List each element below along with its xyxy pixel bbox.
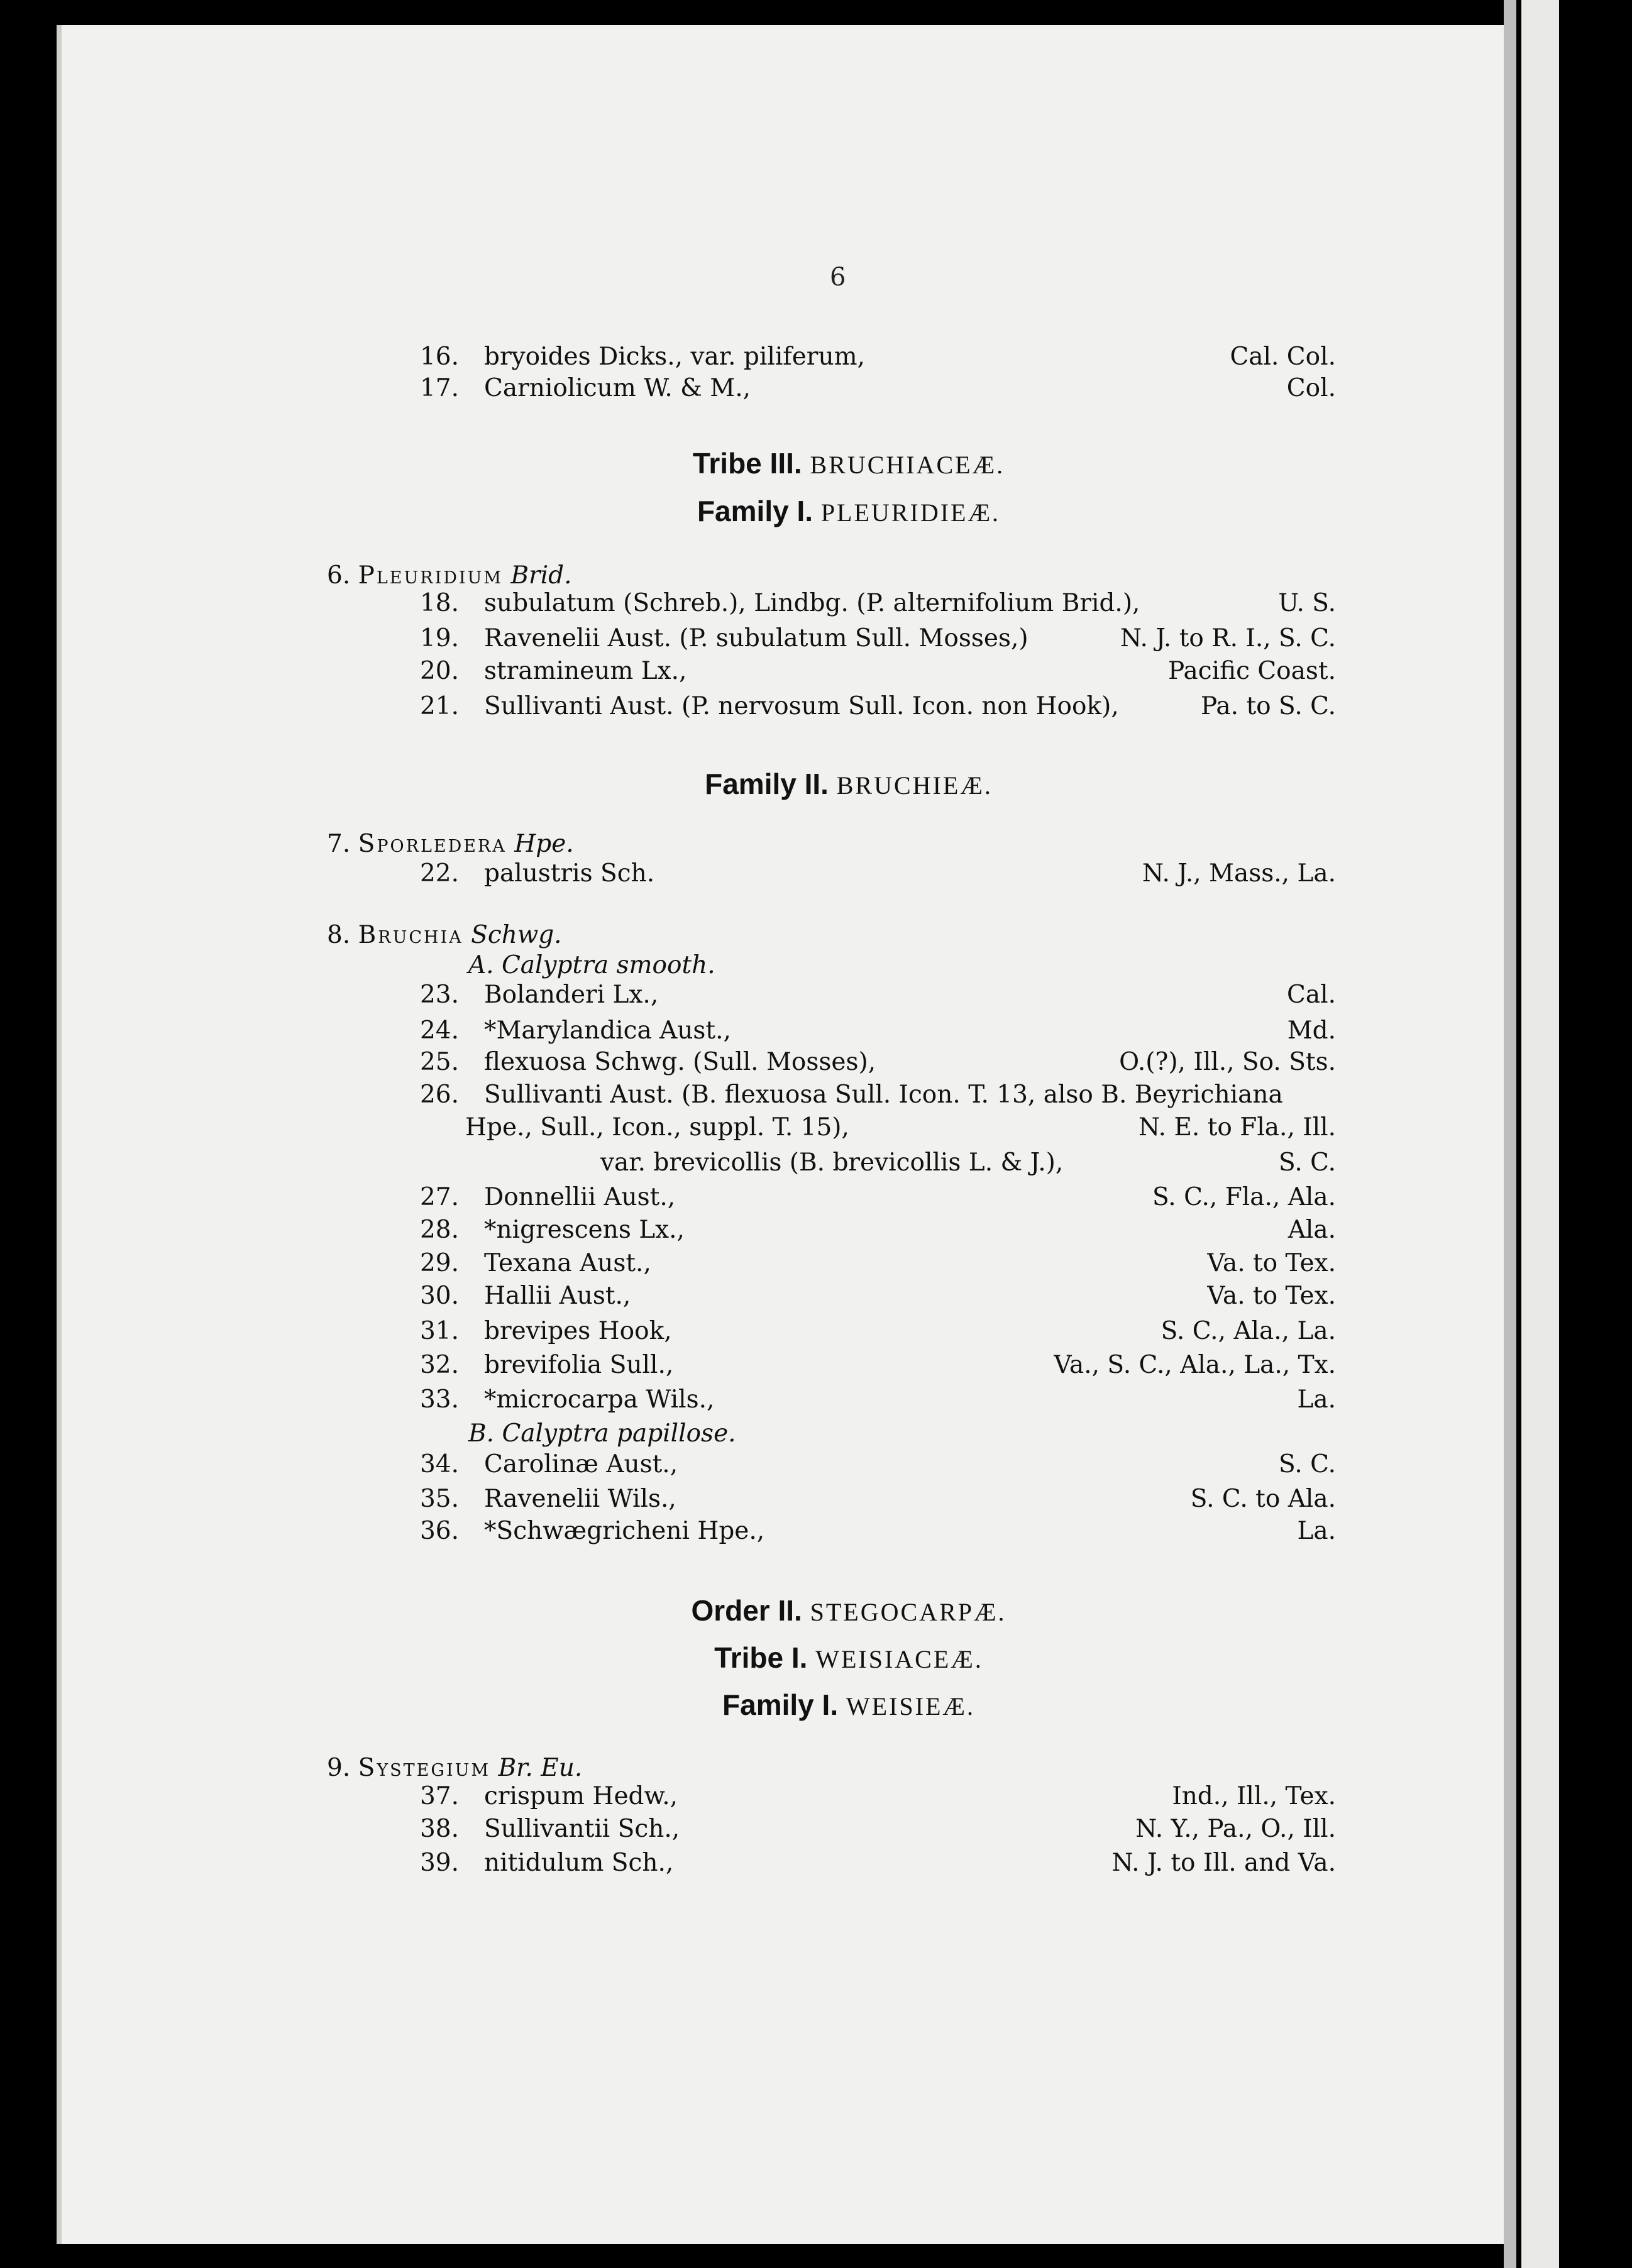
entry-range: Col. <box>1286 374 1336 402</box>
entry-number: 31. <box>419 1317 459 1345</box>
entry-number: 29. <box>419 1249 459 1277</box>
entry-text: *microcarpa Wils., <box>484 1385 715 1414</box>
entry-range: Va. to Tex. <box>1207 1249 1336 1277</box>
entry-number: 20. <box>419 657 459 685</box>
entry-range: Cal. Col. <box>1230 343 1336 371</box>
genus-number: 8. <box>327 921 351 949</box>
entry-number: 36. <box>419 1517 459 1545</box>
entry-text: Hpe., Sull., Icon., suppl. T. 15), <box>465 1113 849 1142</box>
heading-label: Tribe III. <box>692 447 802 480</box>
entry-text: *nigrescens Lx., <box>484 1216 685 1244</box>
section-heading <box>566 1688 1132 1722</box>
entry-text: Carniolicum W. & M., <box>484 374 751 402</box>
entry-text: Bolanderi Lx., <box>484 981 659 1009</box>
entry-text: Sullivanti Aust. (P. nervosum Sull. Icon. non Hook), <box>484 692 1119 720</box>
entry-number: 18. <box>419 589 459 617</box>
entry-text: flexuosa Schwg. (Sull. Mosses), <box>484 1048 876 1076</box>
entry-range: Ala. <box>1287 1216 1336 1244</box>
entry-number: 30. <box>419 1282 459 1310</box>
heading-name: STEGOCARPÆ. <box>810 1598 1006 1626</box>
heading-name: PLEURIDIEÆ. <box>820 498 1001 527</box>
genus-entry <box>327 1754 582 1782</box>
entry-number: 19. <box>419 624 459 652</box>
heading-name: WEISIACEÆ. <box>815 1645 983 1673</box>
heading-label: Family I. <box>722 1688 839 1721</box>
entry-range: Va. to Tex. <box>1207 1282 1336 1310</box>
entry-number: 16. <box>419 343 459 371</box>
entry-range: N. Y., Pa., O., Ill. <box>1135 1815 1336 1843</box>
entry-number: 35. <box>419 1485 459 1513</box>
page-number: 6 <box>830 263 846 292</box>
entry-range: N. J. to R. I., S. C. <box>1120 624 1336 652</box>
entry-number: 33. <box>419 1385 459 1414</box>
entry-number: 32. <box>419 1351 459 1379</box>
entry-number: 21. <box>419 692 459 720</box>
entry-number: 27. <box>419 1183 459 1211</box>
heading-name: WEISIEÆ. <box>846 1692 975 1720</box>
entry-number: 26. <box>419 1081 459 1109</box>
heading-label: Tribe I. <box>714 1641 808 1674</box>
entry-range: S. C., Fla., Ala. <box>1152 1183 1336 1211</box>
entry-text: subulatum (Schreb.), Lindbg. (P. alternifolium Brid.), <box>484 589 1140 617</box>
entry-text: palustris Sch. <box>484 859 655 888</box>
entry-range: N. J. to Ill. and Va. <box>1111 1849 1336 1877</box>
entry-number: 25. <box>419 1048 459 1076</box>
entry-number: 22. <box>419 859 459 888</box>
entry-number: 38. <box>419 1815 459 1843</box>
entry-text: stramineum Lx., <box>484 657 687 685</box>
entry-text: Donnellii Aust., <box>484 1183 676 1211</box>
entry-number: 24. <box>419 1016 459 1045</box>
entry-text: Hallii Aust., <box>484 1282 631 1310</box>
entry-text: Ravenelii Wils., <box>484 1485 676 1513</box>
genus-entry <box>327 921 562 949</box>
genus-entry <box>327 561 572 590</box>
page-edge <box>1504 0 1516 2268</box>
entry-text: bryoides Dicks., var. piliferum, <box>484 343 865 371</box>
genus-number: 9. <box>327 1754 351 1782</box>
entry-number: 17. <box>419 374 459 402</box>
genus-author: Hpe. <box>514 830 574 858</box>
group-subtitle: B. Calyptra papillose. <box>468 1419 736 1448</box>
entry-number: 39. <box>419 1849 459 1877</box>
entry-range: La. <box>1297 1517 1336 1545</box>
entry-number: 28. <box>419 1216 459 1244</box>
entry-range: U. S. <box>1278 589 1336 617</box>
entry-text: Ravenelii Aust. (P. subulatum Sull. Mosses,) <box>484 624 1028 652</box>
section-heading <box>566 446 1132 480</box>
entry-text: *Schwægricheni Hpe., <box>484 1517 765 1545</box>
group-subtitle: A. Calyptra smooth. <box>468 951 715 979</box>
entry-text: brevifolia Sull., <box>484 1351 674 1379</box>
genus-number: 7. <box>327 830 351 858</box>
entry-text: crispum Hedw., <box>484 1782 678 1810</box>
entry-text: Sullivanti Aust. (B. flexuosa Sull. Icon. T. 13, also B. Beyrichiana <box>484 1081 1283 1109</box>
genus-entry <box>327 830 574 858</box>
entry-range: Pa. to S. C. <box>1200 692 1336 720</box>
genus-name: Sporledera <box>358 830 507 858</box>
entry-text: Sullivantii Sch., <box>484 1815 680 1843</box>
genus-name: Systegium <box>358 1754 491 1782</box>
entry-number: 23. <box>419 981 459 1009</box>
entry-number: 37. <box>419 1782 459 1810</box>
entry-text: var. brevicollis (B. brevicollis L. & J.), <box>600 1148 1064 1177</box>
entry-range: N. E. to Fla., Ill. <box>1139 1113 1336 1142</box>
section-heading <box>566 1594 1132 1627</box>
entry-range: S. C. to Ala. <box>1190 1485 1336 1513</box>
entry-range: Ind., Ill., Tex. <box>1172 1782 1336 1810</box>
genus-number: 6. <box>327 561 351 590</box>
entry-range: Cal. <box>1287 981 1336 1009</box>
section-heading <box>566 1641 1132 1675</box>
genus-name: Bruchia <box>358 921 463 949</box>
entry-range: Md. <box>1287 1016 1336 1045</box>
entry-range: S. C. <box>1279 1148 1336 1177</box>
entry-range: S. C. <box>1279 1450 1336 1478</box>
heading-name: BRUCHIEÆ. <box>836 771 993 800</box>
entry-range: La. <box>1297 1385 1336 1414</box>
entry-number: 34. <box>419 1450 459 1478</box>
heading-label: Family II. <box>705 768 829 800</box>
entry-range: O.(?), Ill., So. Sts. <box>1119 1048 1336 1076</box>
heading-name: BRUCHIACEÆ. <box>810 451 1005 479</box>
genus-name: Pleuridium <box>358 561 503 590</box>
entry-range: N. J., Mass., La. <box>1142 859 1336 888</box>
entry-text: Carolinæ Aust., <box>484 1450 678 1478</box>
entry-range: S. C., Ala., La. <box>1161 1317 1336 1345</box>
section-heading <box>566 767 1132 801</box>
heading-label: Family I. <box>697 495 813 527</box>
adjacent-page-strip <box>1521 0 1559 2268</box>
entry-range: Va., S. C., Ala., La., Tx. <box>1054 1351 1336 1379</box>
entry-range: Pacific Coast. <box>1168 657 1336 685</box>
entry-text: brevipes Hook, <box>484 1317 672 1345</box>
entry-text: nitidulum Sch., <box>484 1849 674 1877</box>
genus-author: Schwg. <box>471 921 562 949</box>
genus-author: Br. Eu. <box>498 1754 583 1782</box>
section-heading <box>566 494 1132 528</box>
genus-author: Brid. <box>510 561 572 590</box>
heading-label: Order II. <box>691 1594 802 1627</box>
entry-text: Texana Aust., <box>484 1249 651 1277</box>
entry-text: *Marylandica Aust., <box>484 1016 731 1045</box>
